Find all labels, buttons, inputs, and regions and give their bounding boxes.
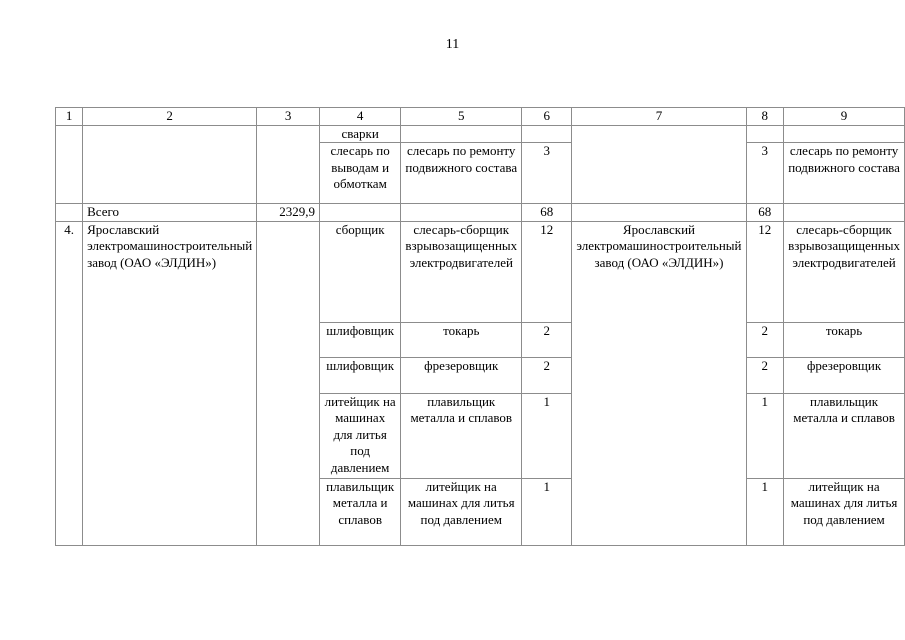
table-cell: 68 [522, 204, 572, 222]
table-cell: литейщик на машинах для литья под давлением [401, 478, 522, 545]
row-number: 4. [56, 221, 83, 545]
data-table [55, 107, 905, 546]
table-cell: 1 [522, 478, 572, 545]
total-value: 2329,9 [257, 204, 320, 222]
total-row [56, 204, 905, 222]
table-cell: плавильщик металла и сплавов [319, 478, 400, 545]
table-cell [746, 125, 784, 143]
table-cell: шлифовщик [319, 322, 400, 358]
header-cell: 2 [83, 108, 257, 126]
table-cell [784, 125, 905, 143]
table-cell [257, 221, 320, 545]
table-cell: 2 [746, 322, 784, 358]
table-cell: 12 [522, 221, 572, 322]
table-cell: токарь [401, 322, 522, 358]
table-row [56, 221, 905, 322]
table-cell: шлифовщик [319, 358, 400, 394]
table-cell: 12 [746, 221, 784, 322]
table-cell: сварки [319, 125, 400, 143]
table-cell: 3 [522, 143, 572, 204]
header-cell: 7 [572, 108, 746, 126]
page-number: 11 [445, 37, 460, 52]
organization-cell: Ярославский электромашиностроительный завод (ОАО «ЭЛДИН») [572, 221, 746, 545]
organization-cell: Ярославский электромашиностроительный завод (ОАО «ЭЛДИН») [83, 221, 257, 545]
header-cell: 5 [401, 108, 522, 126]
table-cell: фрезеровщик [784, 358, 905, 394]
table-cell: 68 [746, 204, 784, 222]
table-cell: слесарь-сборщик взрывозащищенных электродвигателей [401, 221, 522, 322]
table-cell: слесарь по выводам и обмоткам [319, 143, 400, 204]
table-cell: 1 [746, 393, 784, 478]
table-cell: плавильщик металла и сплавов [784, 393, 905, 478]
header-cell: 3 [257, 108, 320, 126]
table-header-row [56, 108, 905, 126]
table-cell: 1 [746, 478, 784, 545]
table-cell [56, 125, 83, 204]
table-cell: 2 [522, 358, 572, 394]
table-cell [83, 125, 257, 204]
table-cell: литейщик на машинах для литья под давлением [319, 393, 400, 478]
table-cell [56, 204, 83, 222]
table-cell: слесарь по ремонту подвижного состава [784, 143, 905, 204]
table-cell: литейщик на машинах для литья под давлением [784, 478, 905, 545]
header-cell: 1 [56, 108, 83, 126]
table-cell: сборщик [319, 221, 400, 322]
table-cell: 3 [746, 143, 784, 204]
table-cell [784, 204, 905, 222]
table-cell [522, 125, 572, 143]
table-cell: токарь [784, 322, 905, 358]
table-row [56, 125, 905, 143]
header-cell: 9 [784, 108, 905, 126]
table-cell: 1 [522, 393, 572, 478]
table-cell [572, 125, 746, 204]
table-cell [401, 204, 522, 222]
table-cell [257, 125, 320, 204]
table-cell [572, 204, 746, 222]
table-cell: 2 [746, 358, 784, 394]
total-label: Всего [83, 204, 257, 222]
table-cell: плавильщик металла и сплавов [401, 393, 522, 478]
table-cell: фрезеровщик [401, 358, 522, 394]
table-cell: слесарь по ремонту подвижного состава [401, 143, 522, 204]
table-cell: 2 [522, 322, 572, 358]
header-cell: 6 [522, 108, 572, 126]
header-cell: 8 [746, 108, 784, 126]
table-cell: слесарь-сборщик взрывозащищенных электродвигателей [784, 221, 905, 322]
table-cell [401, 125, 522, 143]
header-cell: 4 [319, 108, 400, 126]
table-cell [319, 204, 400, 222]
